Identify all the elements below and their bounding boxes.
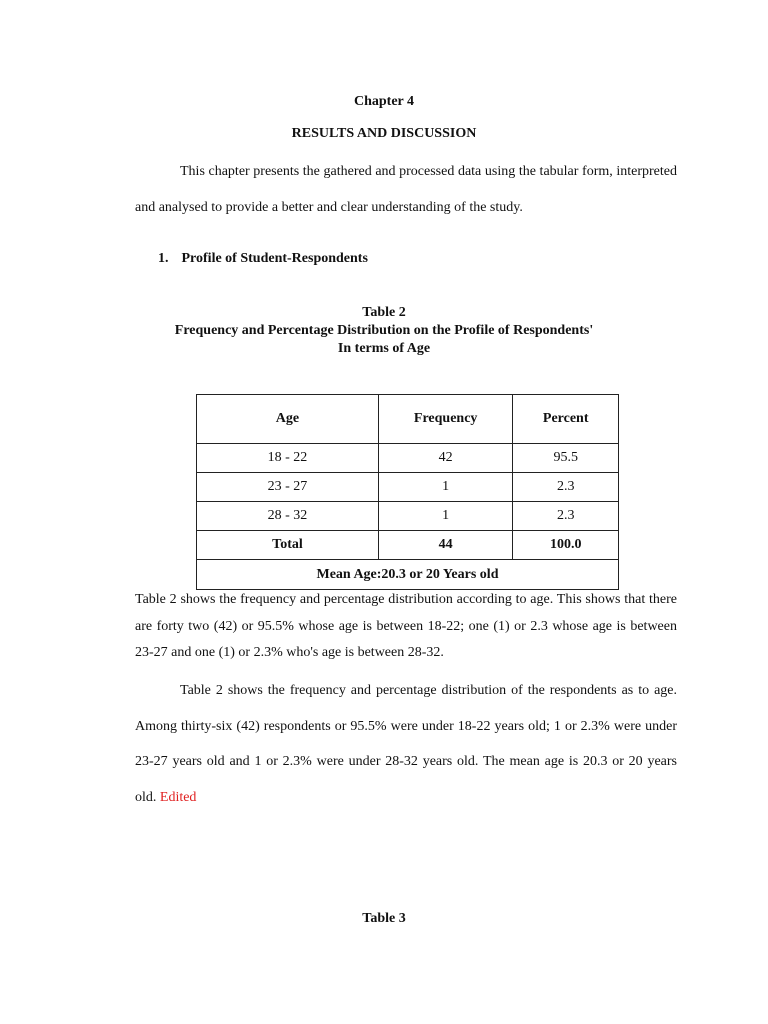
edited-note: Edited	[159, 789, 197, 805]
section-heading	[158, 251, 368, 267]
table-row	[197, 444, 619, 473]
header-percent: Percent	[513, 395, 619, 444]
table-row	[197, 473, 619, 502]
cell-percent: 2.3	[513, 502, 619, 531]
chapter-heading: RESULTS AND DISCUSSION	[291, 126, 477, 141]
analysis-text: Table 2 shows the frequency and percentage distribution of the respondents as to age. Among thirty-six (42) respondents or 95.5% were under 18-22 years old; 1 or 2.3% were under 23-27 years old and 1 or 2.3% were under 28-32 years old. The mean age is 20.3 or 20 years old.	[135, 683, 677, 805]
table-header-row	[197, 395, 619, 444]
header-frequency: Frequency	[378, 395, 512, 444]
section-title: Profile of Student-Respondents	[181, 251, 368, 266]
chapter-label: Chapter 4	[353, 94, 415, 109]
table2-title-line2: In terms of Age	[337, 341, 431, 356]
table3-label: Table 3	[362, 911, 406, 926]
table-total-row	[197, 531, 619, 560]
table-mean-row	[197, 560, 619, 590]
table2-analysis-paragraph	[135, 673, 677, 815]
cell-frequency: 1	[378, 502, 512, 531]
total-frequency: 44	[378, 531, 512, 560]
table2-title-line1: Frequency and Percentage Distribution on the Profile of Respondents'	[174, 323, 594, 338]
cell-frequency: 42	[378, 444, 512, 473]
cell-percent: 95.5	[513, 444, 619, 473]
mean-age: Mean Age:20.3 or 20 Years old	[197, 560, 619, 590]
table2-label: Table 2	[362, 305, 406, 320]
table2-discussion-paragraph: Table 2 shows the frequency and percentage distribution according to age. This shows that there are forty two (42) or 95.5% whose age is between 18-22; one (1) or 2.3 whose age is between 23-27 and one (1) or 2.3% who's age is between 28-32.	[135, 592, 677, 660]
intro-paragraph: This chapter presents the gathered and processed data using the tabular form, interpreted and analysed to provide a better and clear understanding of the study.	[135, 164, 677, 215]
cell-age: 18 - 22	[197, 444, 379, 473]
header-age: Age	[197, 395, 379, 444]
cell-percent: 2.3	[513, 473, 619, 502]
cell-frequency: 1	[378, 473, 512, 502]
age-distribution-table	[196, 394, 619, 590]
cell-age: 23 - 27	[197, 473, 379, 502]
total-label: Total	[197, 531, 379, 560]
section-number: 1.	[158, 251, 169, 266]
total-percent: 100.0	[513, 531, 619, 560]
table-row	[197, 502, 619, 531]
cell-age: 28 - 32	[197, 502, 379, 531]
